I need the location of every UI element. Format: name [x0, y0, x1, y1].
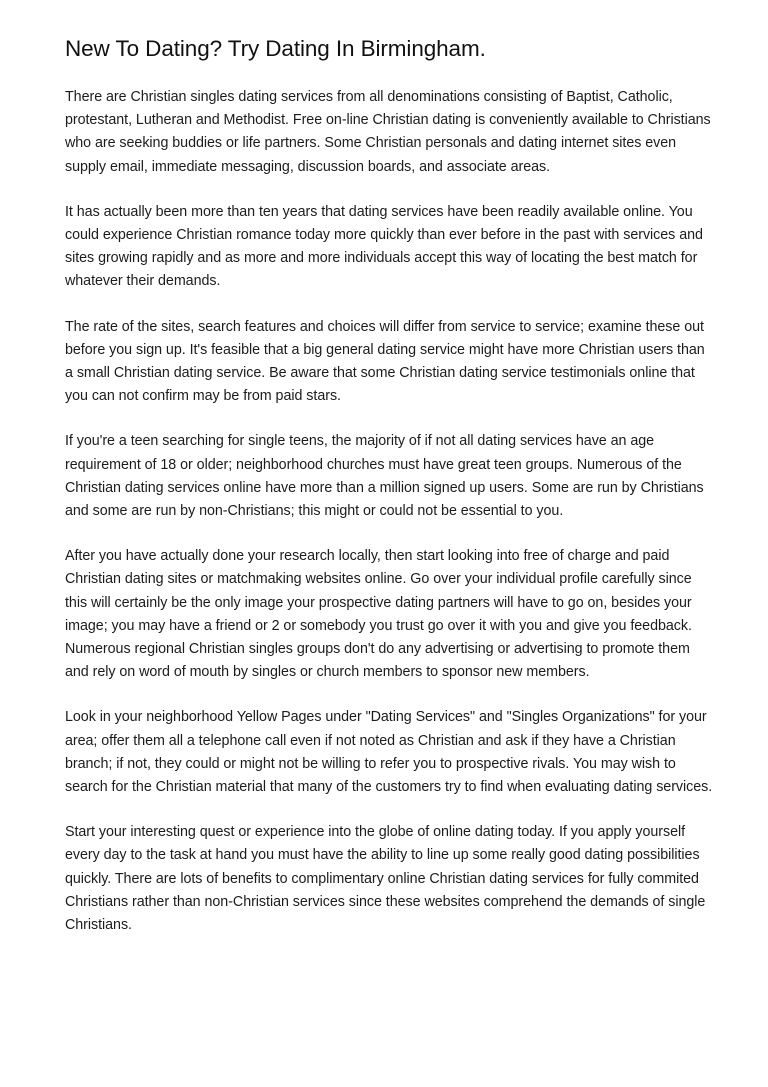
paragraph: It has actually been more than ten years that dating services have been readily available online. You could experience Christian romance today more quickly than ever before in the past with services and sites growing rapidly and as more and more individuals accept this way of locating the best match for whatever their demands.	[65, 203, 703, 290]
article-body	[65, 86, 713, 937]
paragraph: Start your interesting quest or experience into the globe of online dating today. If you apply yourself every day to the task at hand you must have the ability to line up some really good dating possibilities quickly. There are lots of benefits to complimentary online Christian dating services for fully commited Christians rather than non-Christian services since these websites comprehend the demands of single Christians.	[65, 824, 706, 934]
paragraph: There are Christian singles dating services from all denominations consisting of Baptist, Catholic, protestant, Lutheran and Methodist. Free on-line Christian dating is conveniently available to Christians who are seeking buddies or life partners. Some Christian personals and dating internet sites even supply email, immediate messaging, discussion boards, and associate areas.	[65, 89, 711, 175]
page-title: New To Dating? Try Dating In Birmingham.	[65, 36, 486, 61]
paragraph: The rate of the sites, search features and choices will differ from service to service; examine these out before you sign up. It's feasible that a big general dating service might have more Christian users than a small Christian dating service. Be aware that some Christian dating service testimonials online that you can not confirm may be from paid stars.	[65, 318, 705, 405]
paragraph: If you're a teen searching for single teens, the majority of if not all dating services have an age requirement of 18 or older; neighborhood churches must have great teen groups. Numerous of the Christian dating services online have more than a million signed up users. Some are run by Christians and some are run by non-Christians; this might or could not be essential to you.	[65, 433, 704, 520]
paragraph: After you have actually done your research locally, then start looking into free of charge and paid Christian dating sites or matchmaking websites online. Go over your individual profile carefully since this will certainly be the only image your prospective dating partners will have to go on, besides your image; you may have a friend or 2 or somebody you trust go over it with you and give you feedback. Numerous regional Christian singles groups don't do any advertising or advertising to promote them and rely on word of mouth by singles or church members to sponsor new members.	[65, 548, 692, 681]
document-page	[65, 34, 713, 937]
paragraph: Look in your neighborhood Yellow Pages under "Dating Services" and "Singles Organizations" for your area; offer them all a telephone call even if not noted as Christian and ask if they have a Christian branch; if not, they could or might not be willing to refer you to prospective rivals. You may wish to search for the Christian material that many of the customers try to find when evaluating dating services.	[65, 709, 713, 796]
